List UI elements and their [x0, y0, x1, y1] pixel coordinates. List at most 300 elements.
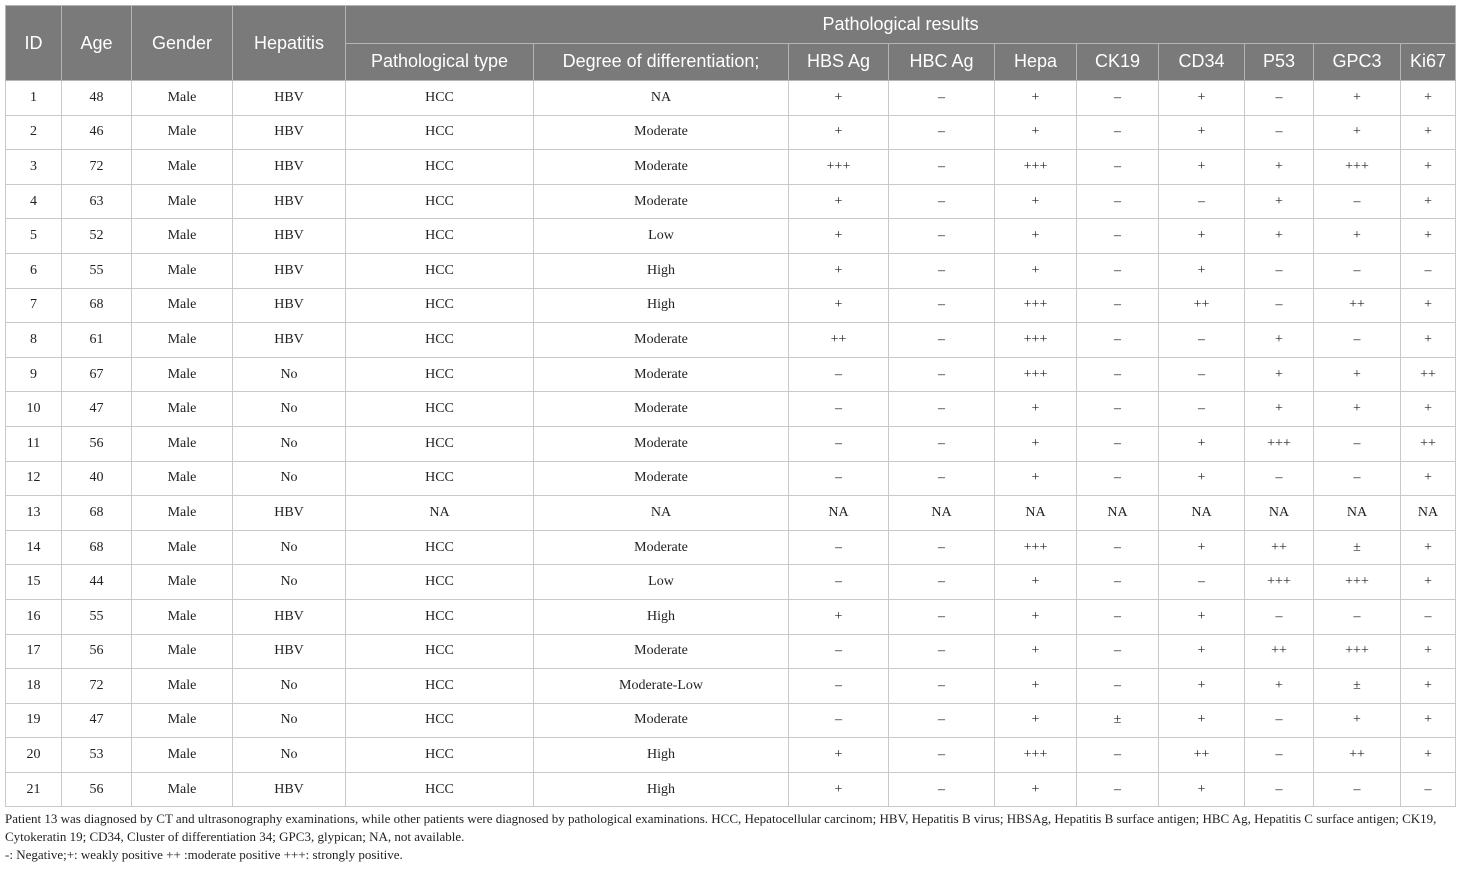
cell-age: 46 — [62, 115, 132, 150]
cell-hbs-ag: + — [789, 738, 889, 773]
cell-age: 56 — [62, 634, 132, 669]
cell-age: 48 — [62, 81, 132, 116]
cell-hbs-ag: ++ — [789, 323, 889, 358]
cell-gender: Male — [132, 150, 233, 185]
table-row — [6, 323, 1456, 358]
table-row — [6, 288, 1456, 323]
cell-gpc3: + — [1314, 357, 1401, 392]
cell-ki67: NA — [1401, 496, 1456, 531]
cell-pathological-type: HCC — [346, 357, 534, 392]
cell-ck19: – — [1077, 772, 1159, 807]
cell-gender: Male — [132, 323, 233, 358]
cell-age: 67 — [62, 357, 132, 392]
cell-gender: Male — [132, 426, 233, 461]
cell-ck19: – — [1077, 669, 1159, 704]
cell-gpc3: – — [1314, 426, 1401, 461]
cell-hbc-ag: – — [889, 288, 995, 323]
cell-hbc-ag: – — [889, 565, 995, 600]
cell-gender: Male — [132, 738, 233, 773]
cell-hepa: + — [995, 219, 1077, 254]
cell-age: 68 — [62, 496, 132, 531]
cell-hepatitis: HBV — [233, 115, 346, 150]
table-row — [6, 738, 1456, 773]
cell-hepatitis: HBV — [233, 634, 346, 669]
cell-gpc3: – — [1314, 599, 1401, 634]
header-gender: Gender — [132, 6, 233, 81]
cell-hbs-ag: +++ — [789, 150, 889, 185]
cell-ki67: – — [1401, 772, 1456, 807]
cell-cd34: + — [1159, 530, 1245, 565]
cell-gpc3: ± — [1314, 530, 1401, 565]
cell-cd34: + — [1159, 703, 1245, 738]
cell-p53: – — [1245, 703, 1314, 738]
cell-cd34: ++ — [1159, 738, 1245, 773]
cell-gpc3: NA — [1314, 496, 1401, 531]
cell-id: 18 — [6, 669, 62, 704]
cell-pathological-type: HCC — [346, 426, 534, 461]
header-hbs-ag: HBS Ag — [789, 43, 889, 81]
table-row — [6, 357, 1456, 392]
cell-hepatitis: HBV — [233, 772, 346, 807]
cell-p53: – — [1245, 461, 1314, 496]
cell-hbc-ag: – — [889, 530, 995, 565]
cell-p53: + — [1245, 323, 1314, 358]
cell-hepa: +++ — [995, 357, 1077, 392]
table-row — [6, 496, 1456, 531]
cell-hbc-ag: – — [889, 184, 995, 219]
table-row — [6, 392, 1456, 427]
cell-differentiation: High — [534, 599, 789, 634]
cell-gender: Male — [132, 357, 233, 392]
header-hepa: Hepa — [995, 43, 1077, 81]
cell-ki67: + — [1401, 565, 1456, 600]
cell-pathological-type: HCC — [346, 461, 534, 496]
cell-hbc-ag: – — [889, 703, 995, 738]
cell-gender: Male — [132, 772, 233, 807]
cell-cd34: – — [1159, 323, 1245, 358]
cell-age: 68 — [62, 288, 132, 323]
cell-ck19: – — [1077, 184, 1159, 219]
cell-gpc3: + — [1314, 81, 1401, 116]
cell-age: 55 — [62, 599, 132, 634]
cell-p53: + — [1245, 184, 1314, 219]
table-body — [6, 81, 1456, 807]
cell-hbc-ag: – — [889, 669, 995, 704]
cell-hepa: + — [995, 253, 1077, 288]
cell-age: 47 — [62, 703, 132, 738]
cell-id: 9 — [6, 357, 62, 392]
cell-hepatitis: HBV — [233, 288, 346, 323]
cell-age: 52 — [62, 219, 132, 254]
cell-ki67: – — [1401, 253, 1456, 288]
header-hepatitis: Hepatitis — [233, 6, 346, 81]
cell-age: 47 — [62, 392, 132, 427]
cell-age: 63 — [62, 184, 132, 219]
cell-ki67: + — [1401, 150, 1456, 185]
table-row — [6, 565, 1456, 600]
cell-ck19: – — [1077, 565, 1159, 600]
cell-hepa: + — [995, 426, 1077, 461]
cell-hbs-ag: + — [789, 772, 889, 807]
header-hbc-ag: HBC Ag — [889, 43, 995, 81]
cell-cd34: – — [1159, 565, 1245, 600]
table-row — [6, 81, 1456, 116]
cell-age: 72 — [62, 669, 132, 704]
cell-gender: Male — [132, 253, 233, 288]
cell-hepa: + — [995, 81, 1077, 116]
cell-id: 4 — [6, 184, 62, 219]
cell-id: 11 — [6, 426, 62, 461]
cell-ki67: + — [1401, 288, 1456, 323]
cell-id: 21 — [6, 772, 62, 807]
cell-p53: + — [1245, 357, 1314, 392]
cell-pathological-type: HCC — [346, 703, 534, 738]
cell-ck19: – — [1077, 150, 1159, 185]
cell-ki67: + — [1401, 669, 1456, 704]
cell-hepatitis: No — [233, 530, 346, 565]
cell-hbs-ag: + — [789, 115, 889, 150]
cell-hepa: + — [995, 669, 1077, 704]
cell-id: 13 — [6, 496, 62, 531]
cell-ki67: + — [1401, 219, 1456, 254]
cell-ck19: – — [1077, 426, 1159, 461]
cell-id: 1 — [6, 81, 62, 116]
header-pathological-results: Pathological results — [346, 6, 1456, 44]
cell-hbs-ag: NA — [789, 496, 889, 531]
cell-hepatitis: HBV — [233, 496, 346, 531]
cell-hbc-ag: – — [889, 219, 995, 254]
cell-gpc3: +++ — [1314, 150, 1401, 185]
cell-pathological-type: HCC — [346, 219, 534, 254]
cell-hbs-ag: – — [789, 426, 889, 461]
cell-differentiation: High — [534, 288, 789, 323]
cell-hbs-ag: – — [789, 669, 889, 704]
footnote-legend: -: Negative;+: weakly positive ++ :moderate positive +++: strongly positive. — [5, 847, 403, 863]
cell-gpc3: + — [1314, 115, 1401, 150]
header-differentiation: Degree of differentiation; — [534, 43, 789, 81]
cell-gpc3: – — [1314, 461, 1401, 496]
cell-p53: + — [1245, 150, 1314, 185]
table-row — [6, 599, 1456, 634]
cell-gpc3: ++ — [1314, 288, 1401, 323]
cell-ck19: – — [1077, 634, 1159, 669]
cell-hepatitis: HBV — [233, 184, 346, 219]
cell-differentiation: Moderate-Low — [534, 669, 789, 704]
cell-pathological-type: HCC — [346, 150, 534, 185]
cell-hepa: + — [995, 565, 1077, 600]
cell-gpc3: +++ — [1314, 634, 1401, 669]
cell-p53: + — [1245, 219, 1314, 254]
cell-hbc-ag: – — [889, 634, 995, 669]
cell-cd34: + — [1159, 219, 1245, 254]
cell-differentiation: Moderate — [534, 461, 789, 496]
cell-differentiation: Moderate — [534, 115, 789, 150]
header-pathological-type: Pathological type — [346, 43, 534, 81]
cell-hepatitis: No — [233, 703, 346, 738]
table-row — [6, 184, 1456, 219]
cell-p53: – — [1245, 772, 1314, 807]
cell-p53: ++ — [1245, 530, 1314, 565]
cell-id: 15 — [6, 565, 62, 600]
cell-hbc-ag: – — [889, 392, 995, 427]
cell-ki67: + — [1401, 184, 1456, 219]
cell-differentiation: Moderate — [534, 150, 789, 185]
cell-gender: Male — [132, 288, 233, 323]
cell-hbs-ag: – — [789, 392, 889, 427]
cell-ki67: + — [1401, 530, 1456, 565]
cell-differentiation: Moderate — [534, 426, 789, 461]
cell-ki67: + — [1401, 81, 1456, 116]
cell-ck19: – — [1077, 81, 1159, 116]
cell-differentiation: NA — [534, 81, 789, 116]
cell-id: 20 — [6, 738, 62, 773]
cell-hbs-ag: – — [789, 461, 889, 496]
cell-differentiation: Moderate — [534, 323, 789, 358]
cell-cd34: NA — [1159, 496, 1245, 531]
cell-cd34: + — [1159, 150, 1245, 185]
cell-differentiation: Moderate — [534, 530, 789, 565]
cell-id: 8 — [6, 323, 62, 358]
header-ck19: CK19 — [1077, 43, 1159, 81]
cell-cd34: + — [1159, 426, 1245, 461]
table-row — [6, 150, 1456, 185]
cell-ki67: ++ — [1401, 357, 1456, 392]
cell-gender: Male — [132, 219, 233, 254]
cell-pathological-type: HCC — [346, 669, 534, 704]
cell-ki67: + — [1401, 392, 1456, 427]
cell-ki67: + — [1401, 323, 1456, 358]
cell-gender: Male — [132, 115, 233, 150]
table-row — [6, 253, 1456, 288]
cell-differentiation: NA — [534, 496, 789, 531]
cell-hbc-ag: – — [889, 772, 995, 807]
cell-id: 5 — [6, 219, 62, 254]
cell-age: 61 — [62, 323, 132, 358]
table-container — [5, 5, 1455, 864]
cell-id: 19 — [6, 703, 62, 738]
cell-hbs-ag: – — [789, 565, 889, 600]
cell-cd34: + — [1159, 253, 1245, 288]
cell-hepa: +++ — [995, 323, 1077, 358]
cell-ck19: – — [1077, 530, 1159, 565]
cell-gender: Male — [132, 392, 233, 427]
table-row — [6, 703, 1456, 738]
cell-p53: + — [1245, 669, 1314, 704]
cell-hbs-ag: + — [789, 599, 889, 634]
cell-p53: +++ — [1245, 565, 1314, 600]
cell-gender: Male — [132, 496, 233, 531]
cell-id: 16 — [6, 599, 62, 634]
cell-gender: Male — [132, 669, 233, 704]
cell-ki67: + — [1401, 634, 1456, 669]
cell-age: 55 — [62, 253, 132, 288]
cell-hbc-ag: – — [889, 426, 995, 461]
cell-pathological-type: HCC — [346, 392, 534, 427]
cell-ck19: – — [1077, 323, 1159, 358]
cell-gender: Male — [132, 599, 233, 634]
cell-hepa: + — [995, 392, 1077, 427]
cell-hepa: + — [995, 599, 1077, 634]
cell-differentiation: High — [534, 772, 789, 807]
cell-cd34: – — [1159, 184, 1245, 219]
cell-gender: Male — [132, 81, 233, 116]
header-cd34: CD34 — [1159, 43, 1245, 81]
cell-age: 56 — [62, 426, 132, 461]
header-age: Age — [62, 6, 132, 81]
cell-p53: – — [1245, 288, 1314, 323]
cell-differentiation: Moderate — [534, 703, 789, 738]
cell-p53: +++ — [1245, 426, 1314, 461]
cell-hepa: +++ — [995, 150, 1077, 185]
table-footnote — [5, 810, 1455, 864]
cell-hbc-ag: – — [889, 599, 995, 634]
cell-cd34: + — [1159, 81, 1245, 116]
cell-ck19: – — [1077, 253, 1159, 288]
cell-p53: + — [1245, 392, 1314, 427]
cell-id: 6 — [6, 253, 62, 288]
cell-cd34: + — [1159, 599, 1245, 634]
cell-hbc-ag: – — [889, 323, 995, 358]
cell-hepatitis: No — [233, 565, 346, 600]
cell-pathological-type: HCC — [346, 634, 534, 669]
cell-differentiation: Low — [534, 219, 789, 254]
cell-hepatitis: No — [233, 357, 346, 392]
cell-gender: Male — [132, 184, 233, 219]
cell-gender: Male — [132, 461, 233, 496]
cell-pathological-type: HCC — [346, 115, 534, 150]
cell-ck19: NA — [1077, 496, 1159, 531]
cell-ck19: – — [1077, 288, 1159, 323]
cell-p53: – — [1245, 115, 1314, 150]
header-ki67: Ki67 — [1401, 43, 1456, 81]
cell-id: 10 — [6, 392, 62, 427]
cell-cd34: + — [1159, 115, 1245, 150]
cell-p53: – — [1245, 81, 1314, 116]
cell-id: 12 — [6, 461, 62, 496]
cell-ki67: ++ — [1401, 426, 1456, 461]
cell-id: 14 — [6, 530, 62, 565]
cell-ki67: + — [1401, 115, 1456, 150]
table-row — [6, 772, 1456, 807]
cell-hepa: + — [995, 184, 1077, 219]
cell-differentiation: Moderate — [534, 392, 789, 427]
cell-hbc-ag: NA — [889, 496, 995, 531]
cell-hepatitis: No — [233, 461, 346, 496]
cell-hepatitis: No — [233, 738, 346, 773]
cell-hepatitis: No — [233, 669, 346, 704]
table-row — [6, 115, 1456, 150]
cell-hepa: + — [995, 772, 1077, 807]
cell-p53: NA — [1245, 496, 1314, 531]
cell-gpc3: – — [1314, 253, 1401, 288]
header-p53: P53 — [1245, 43, 1314, 81]
cell-hbc-ag: – — [889, 81, 995, 116]
cell-p53: – — [1245, 599, 1314, 634]
cell-pathological-type: HCC — [346, 81, 534, 116]
cell-differentiation: Moderate — [534, 357, 789, 392]
cell-gpc3: + — [1314, 392, 1401, 427]
cell-ki67: + — [1401, 703, 1456, 738]
cell-pathological-type: HCC — [346, 599, 534, 634]
cell-gpc3: – — [1314, 184, 1401, 219]
cell-gender: Male — [132, 565, 233, 600]
cell-hepatitis: HBV — [233, 219, 346, 254]
cell-hepa: + — [995, 461, 1077, 496]
cell-differentiation: Moderate — [534, 634, 789, 669]
cell-gpc3: – — [1314, 323, 1401, 358]
cell-pathological-type: HCC — [346, 738, 534, 773]
cell-hepatitis: HBV — [233, 253, 346, 288]
cell-gpc3: ± — [1314, 669, 1401, 704]
cell-hbs-ag: + — [789, 219, 889, 254]
cell-ki67: – — [1401, 599, 1456, 634]
cell-differentiation: Low — [534, 565, 789, 600]
cell-hepa: + — [995, 703, 1077, 738]
cell-p53: ++ — [1245, 634, 1314, 669]
cell-ck19: – — [1077, 738, 1159, 773]
cell-age: 40 — [62, 461, 132, 496]
cell-id: 3 — [6, 150, 62, 185]
cell-gender: Male — [132, 530, 233, 565]
cell-id: 2 — [6, 115, 62, 150]
footnote-abbreviations: Patient 13 was diagnosed by CT and ultrasonography examinations, while other patients were diagnosed by pathological examinations. HCC, Hepatocellular carcinom; HBV, Hepatitis B virus; HBSAg, Hepatitis B surface antigen; HBC Ag, Hepatitis C surface antigen; CK19, Cytokeratin 19; CD34, Cluster of differentiation 34; GPC3, glypican; NA, not available. — [5, 811, 1437, 845]
cell-ki67: + — [1401, 738, 1456, 773]
cell-gpc3: – — [1314, 772, 1401, 807]
header-gpc3: GPC3 — [1314, 43, 1401, 81]
cell-hbc-ag: – — [889, 253, 995, 288]
cell-ck19: ± — [1077, 703, 1159, 738]
cell-hbc-ag: – — [889, 461, 995, 496]
cell-pathological-type: HCC — [346, 288, 534, 323]
table-row — [6, 530, 1456, 565]
cell-pathological-type: HCC — [346, 530, 534, 565]
table-row — [6, 634, 1456, 669]
cell-pathological-type: HCC — [346, 323, 534, 358]
cell-cd34: + — [1159, 634, 1245, 669]
header-id: ID — [6, 6, 62, 81]
cell-hbc-ag: – — [889, 357, 995, 392]
cell-pathological-type: HCC — [346, 184, 534, 219]
cell-gpc3: ++ — [1314, 738, 1401, 773]
table-header — [6, 6, 1456, 81]
cell-age: 56 — [62, 772, 132, 807]
cell-cd34: – — [1159, 357, 1245, 392]
cell-differentiation: High — [534, 253, 789, 288]
cell-ck19: – — [1077, 599, 1159, 634]
cell-age: 72 — [62, 150, 132, 185]
cell-hbs-ag: – — [789, 703, 889, 738]
cell-hepatitis: HBV — [233, 323, 346, 358]
cell-gpc3: + — [1314, 219, 1401, 254]
cell-hbs-ag: + — [789, 288, 889, 323]
cell-hepatitis: HBV — [233, 599, 346, 634]
table-row — [6, 219, 1456, 254]
table-row — [6, 669, 1456, 704]
cell-hepatitis: HBV — [233, 81, 346, 116]
cell-hbs-ag: – — [789, 530, 889, 565]
cell-gender: Male — [132, 634, 233, 669]
cell-cd34: + — [1159, 461, 1245, 496]
cell-id: 7 — [6, 288, 62, 323]
cell-pathological-type: HCC — [346, 772, 534, 807]
cell-ck19: – — [1077, 357, 1159, 392]
cell-ck19: – — [1077, 461, 1159, 496]
cell-id: 17 — [6, 634, 62, 669]
cell-age: 68 — [62, 530, 132, 565]
cell-hbc-ag: – — [889, 115, 995, 150]
cell-hepatitis: No — [233, 392, 346, 427]
cell-age: 44 — [62, 565, 132, 600]
